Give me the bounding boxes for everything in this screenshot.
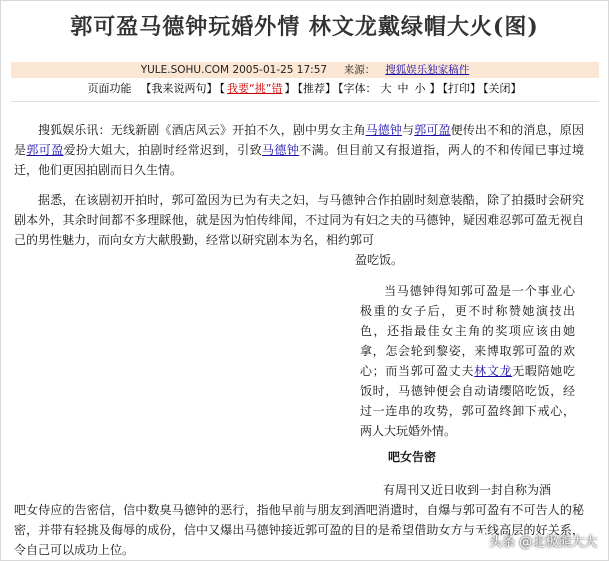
site-date: YULE.SOHU.COM 2005-01-25 17:57	[140, 64, 328, 76]
source-label: 来源：	[343, 64, 376, 76]
report-error-link[interactable]: 我要“挑”错	[227, 82, 283, 95]
font-large-button[interactable]: 大	[380, 82, 392, 95]
article-toolbar	[0, 82, 609, 96]
watermark-text: 头条 @北极熊大大	[489, 535, 598, 550]
article-title: 郭可盈马德钟玩婚外情 林文龙戴绿帽大火(图)	[70, 14, 539, 40]
paragraph-1	[14, 120, 584, 180]
link-ma-dezhong[interactable]: 马德钟	[365, 123, 403, 137]
paragraph-2: 据悉，在该剧初开拍时，郭可盈因为已为有夫之妇，与马德钟合作拍剧时刻意装酷，除了拍摄时会研究剧本外，其余时间都不多理睬他，就是因为怕传绯闻，不过同为有妇之夫的马德钟，疑因难忍郭可盈无视自己的男性魅力，而向女方大献殷勤，经常以研究剧本为名，相约郭可	[14, 193, 584, 247]
link-guo-keying-2[interactable]: 郭可盈	[26, 143, 64, 157]
p1-text-3: 便传出不和的消息，原因是	[14, 123, 584, 157]
close-button[interactable]: 【关闭】	[482, 82, 522, 95]
link-guo-keying[interactable]: 郭可盈	[414, 123, 451, 137]
p1-text-5: 不满。但目前又有报道指，两人的不和传闻已事过境迁，他们更因拍剧而日久生情。	[14, 143, 584, 177]
p1-text-1: 搜狐娱乐讯：无线新剧《酒店风云》开拍不久，剧中男女主角	[38, 123, 366, 137]
source-link[interactable]: 搜狐娱乐独家稿件	[385, 64, 470, 76]
font-size-close: 】	[429, 82, 441, 95]
p1-text-2: 与	[402, 123, 415, 137]
p1-text-4: 爱扮大姐大，拍剧时经常迟到，引致	[63, 143, 262, 157]
paragraph-3	[360, 281, 575, 441]
p3-text-2: 无暇陪她吃饭时，马德钟便会自动请缨陪吃饭，经过一连串的攻势，郭可盈终卸下戒心，两人大玩婚外情。	[360, 364, 575, 438]
font-medium-button[interactable]: 中	[397, 82, 409, 95]
article-meta-bar	[11, 62, 599, 78]
page-functions-label: 页面功能	[87, 82, 132, 95]
report-bracket-close: 】	[284, 82, 296, 95]
font-small-button[interactable]: 小	[414, 82, 426, 95]
comment-button[interactable]: 【我来说两句】	[140, 82, 218, 95]
paragraph-4-lead: 有周刊又近日收到一封自称为酒	[383, 483, 552, 497]
p3-text-1: 当马德钟得知郭可盈是一个事业心极重的女子后，更不时称赞她演技出色，还指最佳女主角的奖项应该由她拿，怎会轮到黎姿，来博取郭可盈的欢心；而当郭可盈丈夫	[360, 284, 575, 378]
watermark	[471, 531, 597, 550]
section-heading: 吧女告密	[388, 450, 437, 464]
paragraph-4: 吧女侍应的告密信，信中数臭马德钟的恶行，指他早前与朋友到酒吧消遣时，自爆与郭可盈有不可告人的秘密，并带有轻挑及侮辱的成份，信中又爆出马德钟接近郭可盈的目的是希望借助女方与无线高层的好关系，令自己可以成功上位。	[14, 503, 584, 557]
header-divider	[11, 101, 599, 102]
recommend-button[interactable]: 【推荐】	[297, 82, 336, 95]
link-ma-dezhong-2[interactable]: 马德钟	[261, 143, 300, 157]
link-lin-wenlong[interactable]: 林文龙	[474, 364, 513, 378]
font-size-label: 【字体：	[337, 82, 377, 95]
toutiao-logo-icon	[471, 533, 487, 549]
paragraph-2-tail: 盈吃饭。	[355, 253, 404, 267]
report-bracket-open: 【	[219, 82, 226, 95]
print-button[interactable]: 【打印】	[442, 82, 481, 95]
